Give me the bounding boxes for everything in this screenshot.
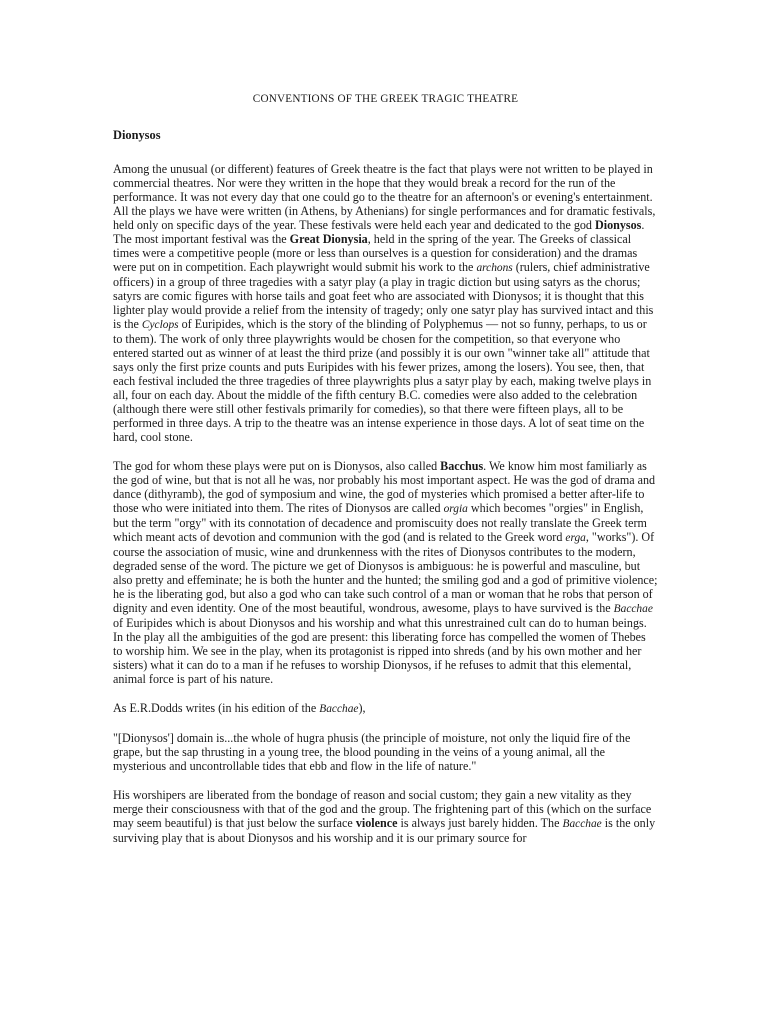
text-run: . The most important festival was the [113,218,645,246]
bold-term: Dionysos [595,218,642,232]
text-run: of Euripides which is about Dionysos and his worship and what this unrestrained cult can do to human beings. In the play all the ambiguities of the god are present: this liberating force has compelled the women of Thebes to worship him. We see in the play, when its protagonist is ripped into shreds (and by his own mother and her sisters) what it can do to a man if he refuses to worship Dionysos, if he refuses to admit that this elemental, animal force is part of his nature. [113,616,647,686]
text-run: ), [358,701,366,715]
text-run: which becomes "orgies" in English, but the term "orgy" with its connotation of decadence and promiscuity does not really translate the Greek term which meant acts of devotion and communion with the god (and is related to the Greek word [113,501,647,544]
text-run: His worshipers are liberated from the bondage of reason and social custom; they gain a new vitality as they merge their consciousness with that of the god and the group. The frightening part of this (which on the surface may seem beautiful) is that just below the surface [113,788,652,830]
text-run: is the only surviving play that is about Dionysos and his worship and it is our primary source for [113,816,656,845]
italic-term: Cyclops [141,319,179,331]
paragraph-god-bacchus [113,459,658,686]
text-run: Among the unusual (or different) features of Greek theatre is the fact that plays were not written to be played in commercial theatres. Nor were they written in the hope that they would break a record for the run of the performance. It was not every day that one could go to the theatre for an afternoon's or evening's entertainment. All the plays we have were written (in Athens, by Athenians) for single performances and for dramatic festivals, held only on specific days of the year. These festivals were held each year and dedicated to the god [113,162,656,232]
document-page [113,92,658,860]
italic-term: archons [476,262,513,274]
bold-term: Great Dionysia [289,232,368,246]
document-title: CONVENTIONS OF THE GREEK TRAGIC THEATRE [252,93,519,105]
section-heading: Dionysos [113,128,161,142]
text-run: . We know him most familiarly as the god of wine, but that is not all he was, nor probably his most important aspect. He was the god of drama and dance (dithyramb), the god of symposium and wine, the god of mysteries which promised a better after-life to those who were initiated into them. The rites of Dionysos are called [113,459,656,515]
paragraph-dodds-quote [113,731,658,773]
text-run: "[Dionysos'] domain is...the whole of hugra phusis (the principle of moisture, not only the liquid fire of the grape, but the sap thrusting in a young tree, the blood pounding in the veins of a young animal, all the mysterious and uncontrollable tides that ebb and flow in the life of nature." [113,731,631,773]
bold-term: violence [355,816,398,830]
bold-term: Bacchus [440,459,484,473]
text-run: (rulers, chief administrative officers) in a group of three tragedies with a satyr play (a play in tragic diction but using satyrs as the chorus; satyrs are comic figures with horse tails and goat feet who are associated with Dionysos; it is thought that this lighter play would provide a relief from the intensity of tragedy; only one satyr play has survived intact and this is the [113,260,654,331]
italic-term: Bacchae [319,703,359,715]
paragraph-festivals [113,162,658,444]
italic-term: erga [565,532,586,544]
italic-term: Bacchae [562,818,602,830]
text-run: As E.R.Dodds writes (in his edition of the [113,701,320,715]
italic-term: orgia [443,503,468,515]
text-run: is always just barely hidden. The [397,816,563,830]
text-run: of Euripides, which is the story of the blinding of Polyphemus — not so funny, perhaps, to us or to them). The work of only three playwrights would be chosen for the competition, so that everyone who entered started out as winner of at least the third prize (and possibly it is our own "winner take all" attitude that says only the first prize counts and puts Euripides with his fewer prizes, among the losers). You see, then, that each festival included the three tragedies of three playwrights plus a satyr play by each, making twelve plays in all, four on each day. About the middle of the fifth century B.C. comedies were also added to the celebration (although there were still other festivals primarily for comedies), so that there were fifteen plays, all to be performed in three days. A trip to the theatre was an intense experience in those days. A lot of seat time on the hard, cool stone. [113,317,652,444]
text-run: , "works"). Of course the association of music, wine and drunkenness with the rites of Dionysos contributes to the modern, degraded sense of the word. The picture we get of Dionysos is ambiguous: he is powerful and masculine, but also pretty and effeminate; he is both the hunter and the hunted; the smiling god and a god of primitive violence; he is the liberating god, but also a god who can take such control of a man or woman that he robs that person of dignity and even identity. One of the most beautiful, wondrous, awesome, plays to have survived is the [113,530,658,615]
italic-term: Bacchae [613,603,653,615]
text-run: , held in the spring of the year. The Greeks of classical times were a competitive people (more or less than ourselves is a question for consideration) and the dramas were put on in competition. Each playwright would submit his work to the [113,232,638,274]
text-run: The god for whom these plays were put on is Dionysos, also called [113,459,441,473]
paragraph-worshipers [113,788,658,845]
paragraph-dodds-intro [113,701,658,716]
